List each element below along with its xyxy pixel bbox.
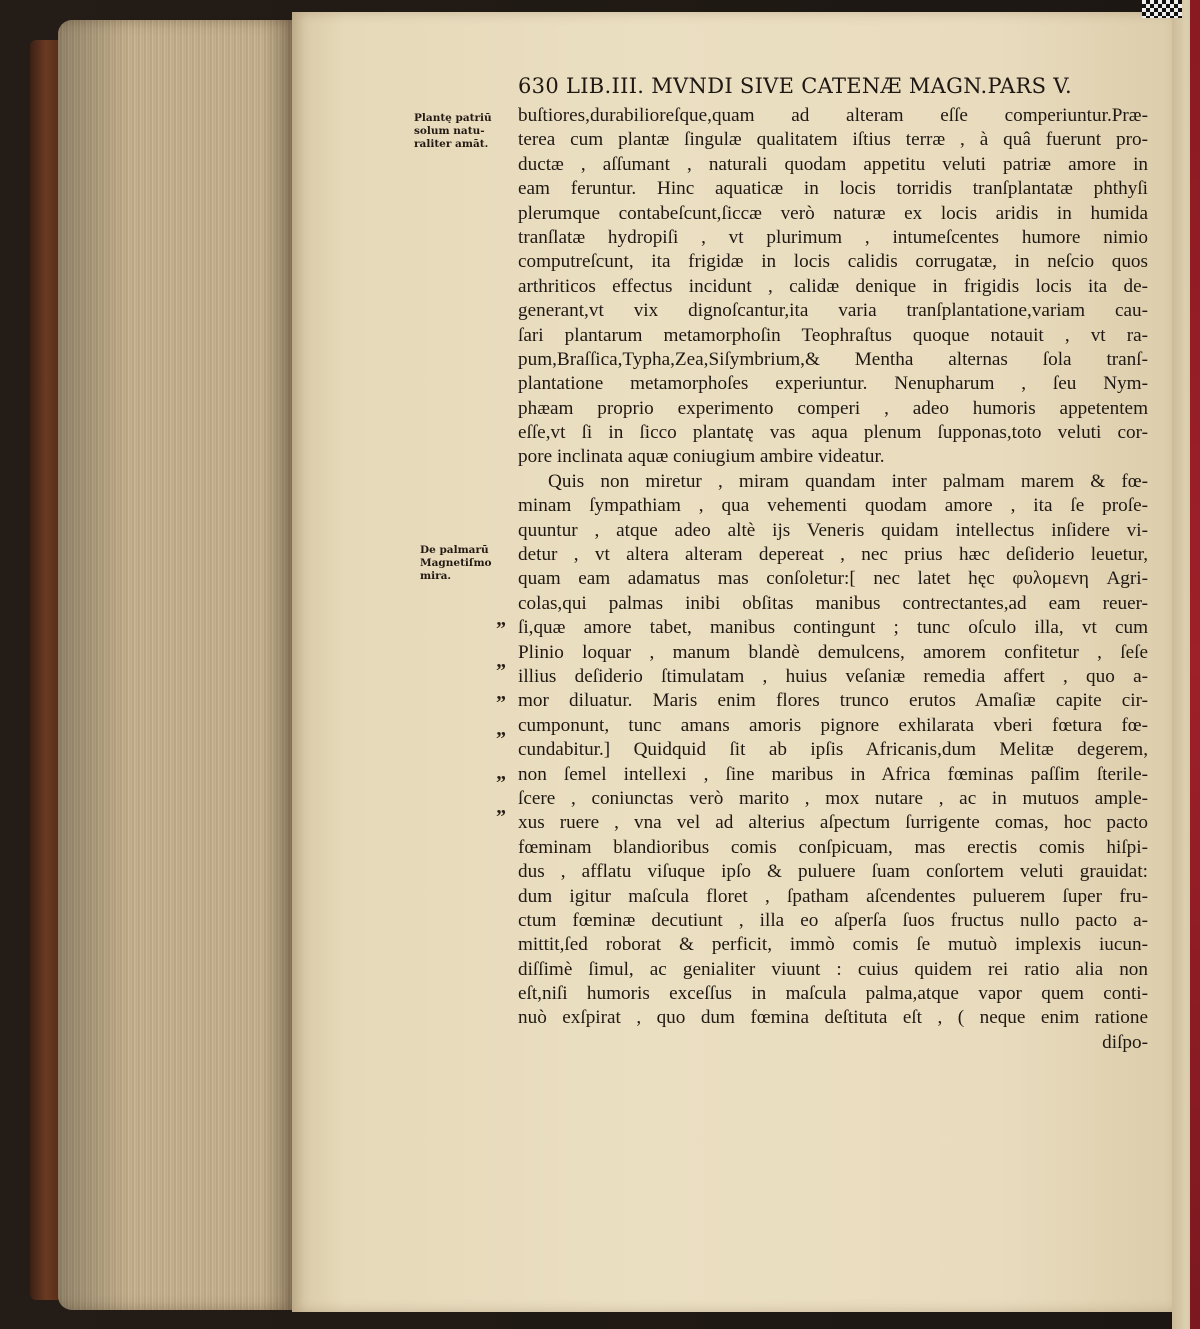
text-line: phæam proprio experimento comperi , adeo humoris appetentem: [518, 397, 1148, 419]
text-line: plantatione metamorphoſes experiuntur. Nenupharum , ſeu Nym-: [518, 373, 1148, 395]
text-line: non ſemel intellexi , ſine maribus in Africa fœminas paſſim ſterile-: [518, 763, 1148, 785]
text-line: diſſimè ſimul, ac genialiter viuunt : cuius quidem rei ratio alia non: [518, 958, 1148, 980]
text-line: ctum fœminæ decutiunt , illa eo aſperſa ſuos fructus nullo pacto a-: [518, 909, 1148, 931]
color-calibration-target: [1142, 0, 1182, 18]
text-line: dus , afflatu viſuque ipſo & puluere ſuam conſortem veluti grauidat:: [518, 861, 1148, 883]
page-block-edges: [58, 20, 298, 1310]
text-line: eſt,niſi humoris exceſſus in maſcula palma,atque vapor quem conti-: [518, 983, 1148, 1005]
text-line: terea cum plantæ ſingulæ qualitatem iſtius terræ , à quâ fuerunt pro-: [518, 129, 1148, 151]
running-head-title: LIB.III. MVNDI SIVE CATENÆ MAGN.PARS V.: [565, 74, 1073, 98]
text-line: detur , vt altera alteram depereat , nec prius hæc deſiderio leuetur,: [518, 544, 1148, 566]
page-number: 630: [518, 74, 559, 98]
text-line: pore inclinata aquæ coniugium ambire videatur.: [518, 446, 885, 468]
text-line: nuò exſpirat , quo dum fœmina deſtituta eſt , ( neque enim ratione: [518, 1007, 1148, 1029]
text-line: tranſlatæ hydropiſi , vt plurimum , intumeſcentes humore nimio: [518, 226, 1148, 248]
text-line: colas,qui palmas inibi obſitas manibus contrectantes,ad eam reuer-: [518, 592, 1148, 614]
text-line: ſi,quæ amore tabet, manibus contingunt ; tunc oſculo illa, vt cum: [518, 617, 1148, 639]
margin-note-plantae: [414, 112, 492, 151]
quote-mark: ”: [496, 728, 506, 750]
text-line: ſcere , coniunctas verò marito , mox nutare , ac in mutuos ample-: [518, 787, 1148, 809]
quote-mark: ”: [496, 692, 506, 714]
text-line: ductæ , aſſumant , naturali quodam appetitu veluti patriæ amore in: [518, 153, 1148, 175]
quote-mark: ”: [496, 806, 506, 828]
text-line: mor diluatur. Maris enim flores trunco erutos Amaſiæ capite cir-: [518, 690, 1148, 712]
text-line: illius deſiderio ſtimulatam , huius veſaniæ remedia affert , quo a-: [518, 665, 1148, 687]
quote-mark: ”: [496, 660, 506, 682]
text-line: minam ſympathiam , qua vehementi quodam amore , ita ſe proſe-: [518, 495, 1148, 517]
text-line: buſtiores,durabilioreſque,quam ad alteram eſſe comperiuntur.Præ-: [518, 105, 1148, 126]
margin-note-line: De palmarū: [420, 544, 489, 556]
text-line: ſari plantarum metamorphoſin Teophraſtus quoque notauit , vt ra-: [518, 324, 1148, 346]
text-line: dum igitur maſcula floret , ſpatham aſcendentes puluerem ſuper fru-: [518, 885, 1148, 907]
text-line: xus ruere , vna vel ad alterius aſpectum ſurrigente comas, hoc pacto: [518, 812, 1148, 834]
text-line: quam eam adamatus mas conſoletur:[ nec latet hęc φυλομενη Agri-: [518, 568, 1148, 590]
text-line: Plinio loquar , manum blandè demulcens, amorem confitetur , ſeſe: [518, 641, 1148, 663]
text-line: eam feruntur. Hinc aquaticæ in locis torridis tranſplantatæ phthyſi: [518, 178, 1148, 200]
quote-mark: ”: [496, 772, 506, 794]
text-line: cumponunt, tunc amans amoris pignore exhilarata vberi fœtura fœ-: [518, 714, 1148, 736]
paragraph-start-line: Quis non miretur , miram quandam inter palmam marem & fœ-: [548, 470, 1148, 492]
margin-note-line: mira.: [420, 570, 452, 582]
text-line: fœminam blandioribus comis conſpicuam, mas erectis comis hiſpi-: [518, 836, 1148, 858]
text-line: pum,Braſſica,Typha,Zea,Siſymbrium,& Mentha alternas ſola tranſ-: [518, 348, 1148, 370]
text-line: computreſcunt, ita frigidæ in locis calidis corrugatæ, in neſcio quos: [518, 251, 1148, 273]
running-head: [518, 74, 1072, 98]
margin-note-line: Plantę patriū: [414, 112, 492, 124]
catchword: diſpo-: [1102, 1031, 1148, 1053]
text-line: eſſe,vt ſi in ſicco plantatę vas aqua plenum ſupponas,toto veluti cor-: [518, 422, 1148, 444]
margin-note-line: solum natu-: [414, 125, 485, 137]
text-line: quuntur , atque adeo altè ijs Veneris quidam intellectus inſidere vi-: [518, 519, 1148, 541]
red-cover-edge: [1190, 0, 1200, 1329]
quote-mark: ”: [496, 618, 506, 640]
margin-note-line: Magnetiſmo: [420, 557, 492, 569]
text-line: mittit,ſed roborat & perficit, immò comis ſe mutuò implexis iucun-: [518, 934, 1148, 956]
body-text: [518, 104, 1148, 1055]
text-line: plerumque contabeſcunt,ſiccæ verò naturæ ex locis aridis in humida: [518, 202, 1148, 224]
margin-note-line: raliter amāt.: [414, 138, 489, 150]
text-line: generant,vt vix dignoſcantur,ita varia tranſplantatione,variam cau-: [518, 300, 1148, 322]
text-line: cundabitur.] Quidquid ſit ab ipſis Africanis,dum Melitæ degerem,: [518, 739, 1148, 761]
text-line: arthriticos effectus incidunt , calidæ denique in frigidis locis ita de-: [518, 275, 1148, 297]
margin-note-palmarum: [420, 544, 492, 583]
